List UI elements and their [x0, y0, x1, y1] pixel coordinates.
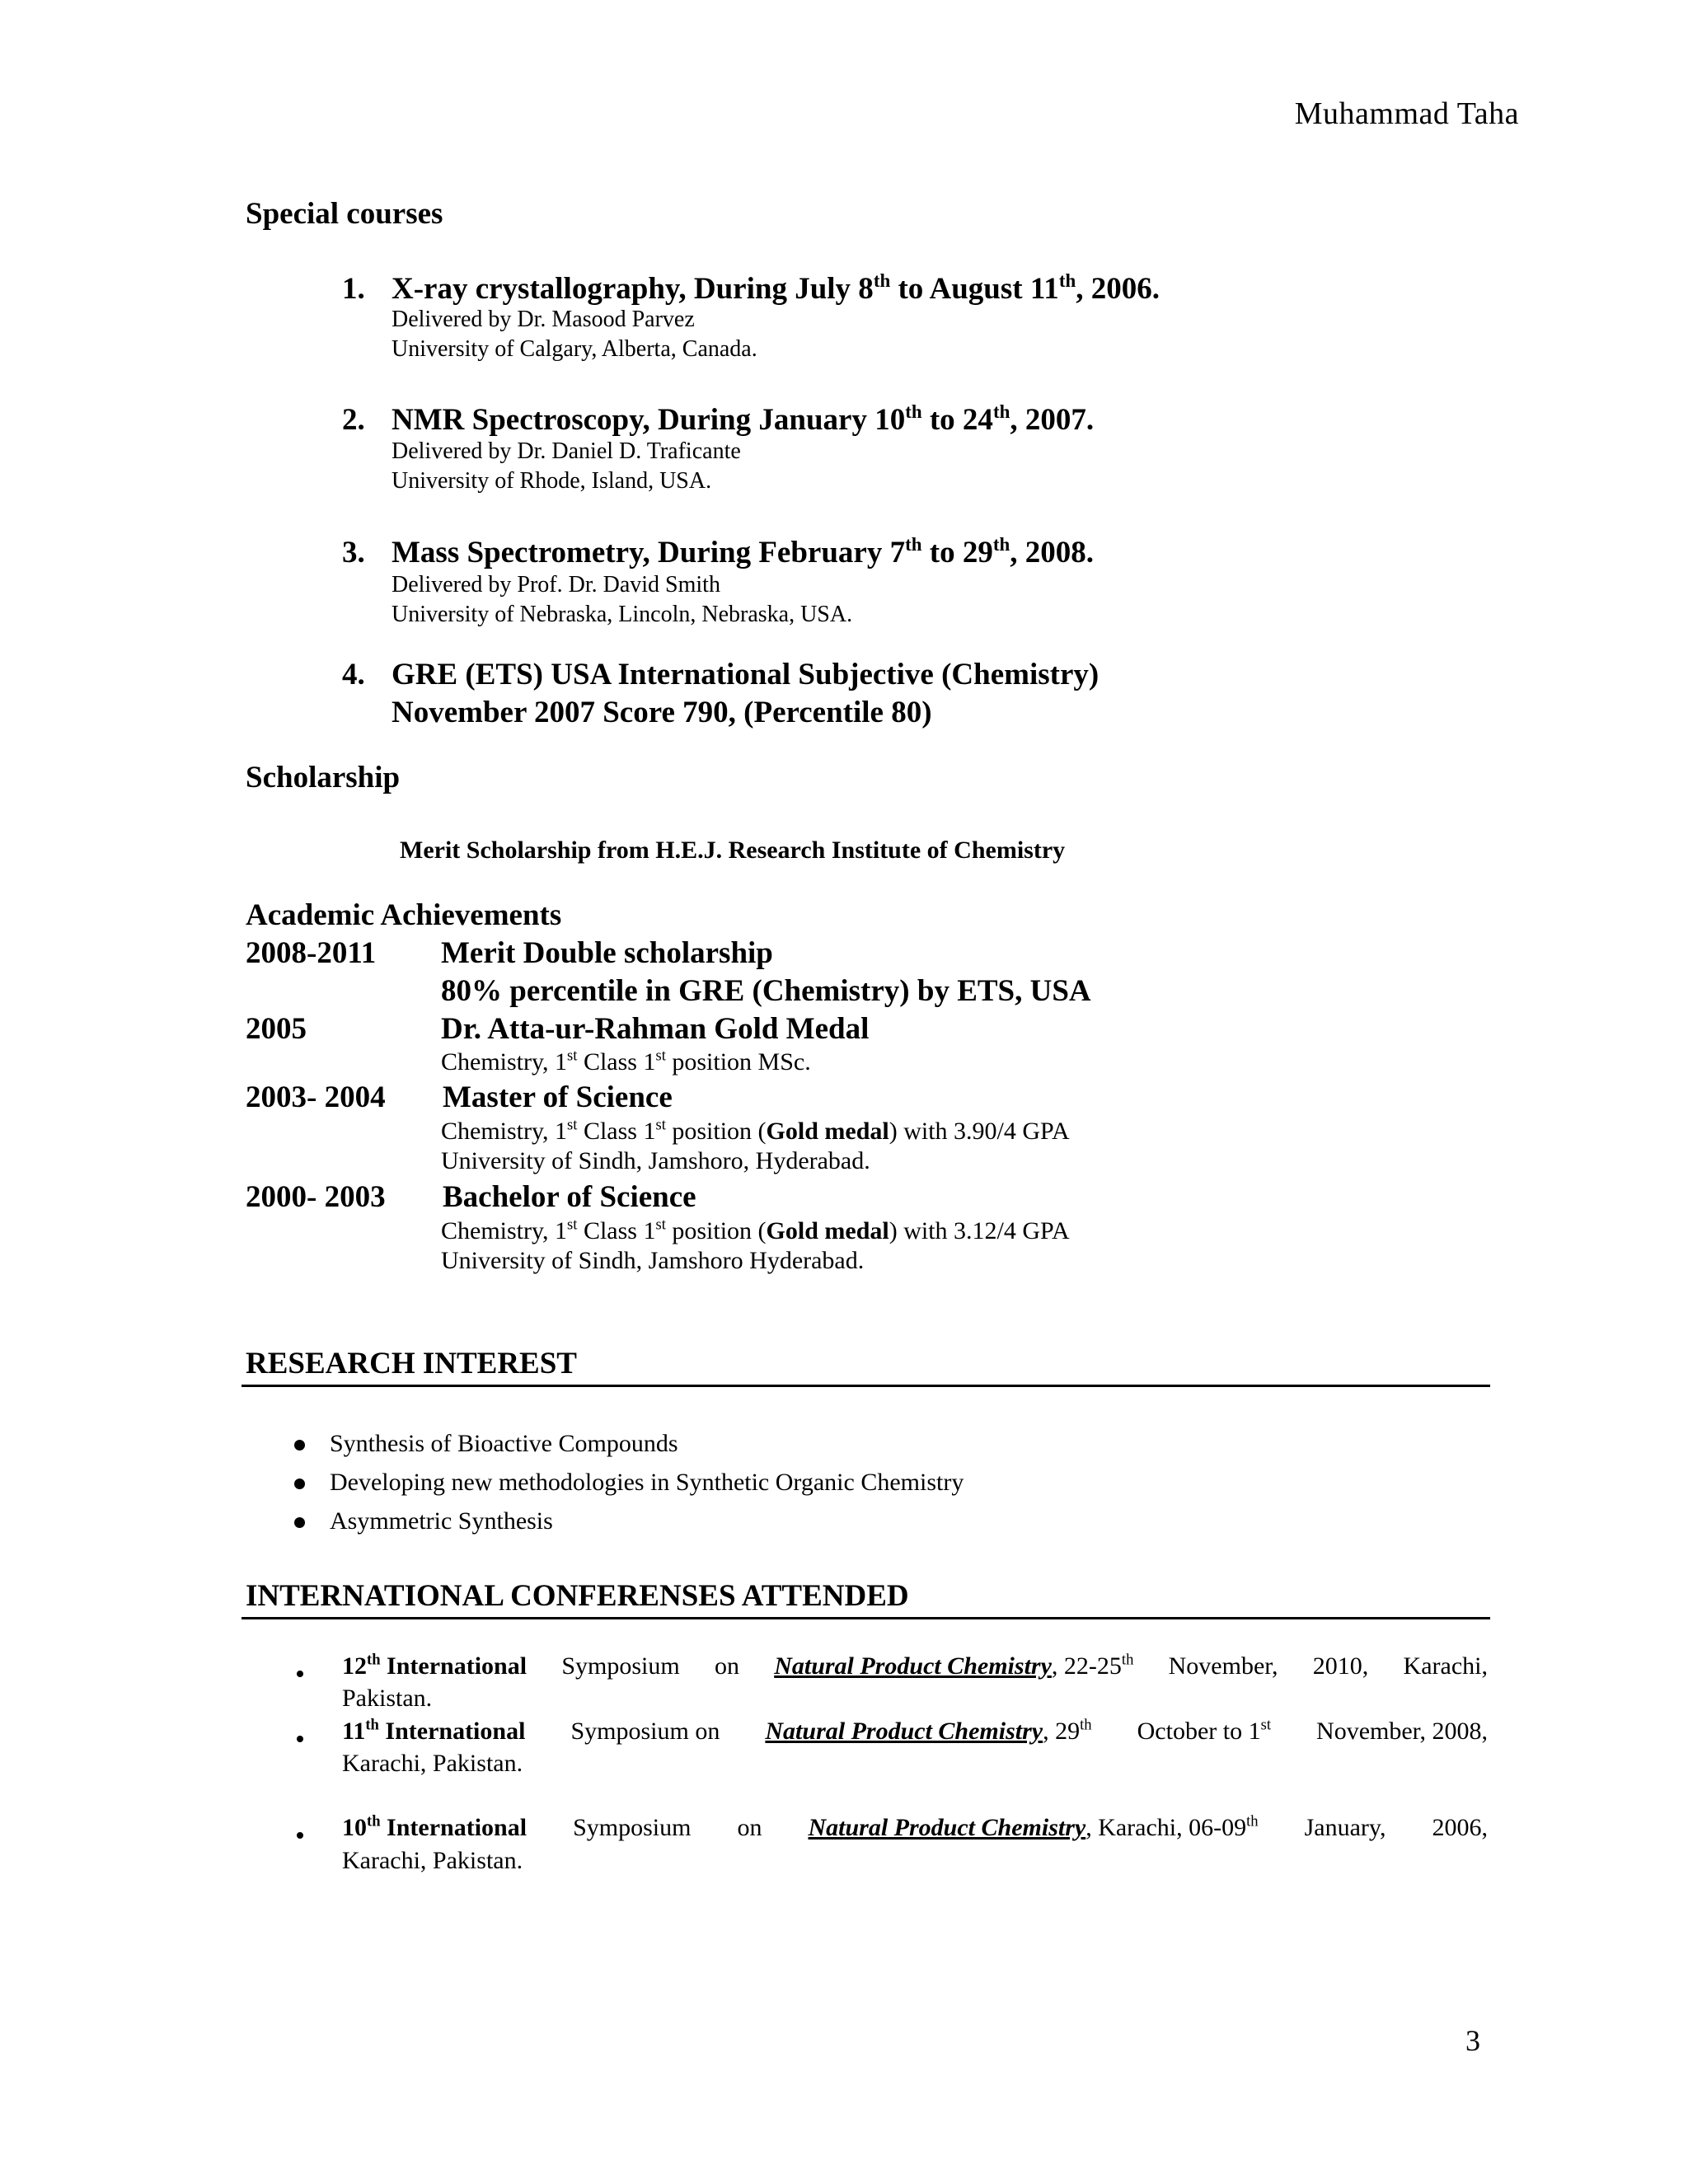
conferences-heading: INTERNATIONAL CONFERENSES ATTENDED [246, 1579, 909, 1613]
scholarship-text: Merit Scholarship from H.E.J. Research Institute of Chemistry [400, 837, 1066, 864]
natural-product-chemistry-link[interactable]: Natural Product Chemistry [808, 1814, 1086, 1841]
achievement-year: 2005 [246, 1012, 307, 1046]
bullet-icon [297, 1671, 303, 1677]
bullet-icon [294, 1517, 305, 1528]
course-2-title: NMR Spectroscopy, During January 10th to 24th, 2007. [392, 401, 1095, 437]
course-3-instructor: Delivered by Prof. Dr. David Smith [392, 572, 720, 598]
course-3-institution: University of Nebraska, Lincoln, Nebraska, USA. [392, 602, 853, 627]
academic-achievements-heading: Academic Achievements [246, 898, 562, 932]
achievement-year: 2000- 2003 [246, 1180, 386, 1214]
achievement-detail: Chemistry, 1st Class 1st position (Gold medal) with 3.12/4 GPA [441, 1216, 1070, 1244]
research-interest-item: Synthesis of Bioactive Compounds [330, 1430, 678, 1457]
natural-product-chemistry-link[interactable]: Natural Product Chemistry [765, 1718, 1043, 1745]
course-1-number: 1. [342, 272, 365, 306]
research-interest-item: Asymmetric Synthesis [330, 1507, 553, 1535]
page-number: 3 [1465, 2024, 1480, 2057]
achievement-detail: Chemistry, 1st Class 1st position MSc. [441, 1047, 811, 1076]
conference-item-continued: Karachi, Pakistan. [342, 1750, 523, 1777]
course-3-number: 3. [342, 536, 365, 569]
scholarship-heading: Scholarship [246, 761, 401, 794]
conference-item: 12th International Symposium on Natural Product Chemistry, 22-25th November, 2010, Karachi, [342, 1651, 1488, 1680]
achievement-institution: University of Sindh, Jamshoro, Hyderabad. [441, 1147, 870, 1174]
section-divider [241, 1385, 1490, 1387]
achievement-year: 2003- 2004 [246, 1080, 386, 1114]
course-4-line-1: GRE (ETS) USA International Subjective (Chemistry) [392, 658, 1100, 691]
section-divider [241, 1617, 1490, 1619]
conference-item-continued: Karachi, Pakistan. [342, 1847, 523, 1874]
course-2-number: 2. [342, 403, 365, 437]
achievement-title: Bachelor of Science [443, 1180, 696, 1214]
conference-item: 11th International Symposium on Natural Product Chemistry, 29th October to 1st November, 2008, [342, 1716, 1488, 1745]
conference-item-continued: Pakistan. [342, 1685, 433, 1712]
special-courses-heading: Special courses [246, 197, 443, 231]
course-1-instructor: Delivered by Dr. Masood Parvez [392, 307, 695, 332]
bullet-icon [297, 1832, 303, 1839]
course-3-title: Mass Spectrometry, During February 7th to 29th, 2008. [392, 533, 1094, 569]
course-4-number: 4. [342, 658, 365, 691]
course-4-line-2: November 2007 Score 790, (Percentile 80) [392, 696, 932, 729]
course-2-instructor: Delivered by Dr. Daniel D. Traficante [392, 438, 741, 464]
achievement-title-secondary: 80% percentile in GRE (Chemistry) by ETS, USA [441, 974, 1091, 1008]
achievement-year: 2008-2011 [246, 936, 377, 970]
course-1-institution: University of Calgary, Alberta, Canada. [392, 336, 757, 362]
achievement-title: Merit Double scholarship [441, 936, 773, 970]
course-1-title: X-ray crystallography, During July 8th to August 11th, 2006. [392, 269, 1160, 306]
header-author-name: Muhammad Taha [1294, 96, 1519, 131]
achievement-institution: University of Sindh, Jamshoro Hyderabad. [441, 1247, 865, 1274]
achievement-detail: Chemistry, 1st Class 1st position (Gold medal) with 3.90/4 GPA [441, 1116, 1070, 1145]
research-interest-heading: RESEARCH INTEREST [246, 1347, 577, 1380]
course-2-institution: University of Rhode, Island, USA. [392, 468, 712, 494]
achievement-title: Dr. Atta-ur-Rahman Gold Medal [441, 1012, 870, 1046]
research-interest-item: Developing new methodologies in Synthetic Organic Chemistry [330, 1469, 964, 1496]
bullet-icon [297, 1736, 303, 1742]
natural-product-chemistry-link[interactable]: Natural Product Chemistry [774, 1652, 1052, 1680]
achievement-title: Master of Science [443, 1080, 673, 1114]
bullet-icon [294, 1440, 305, 1451]
bullet-icon [294, 1479, 305, 1489]
conference-item: 10th International Symposium on Natural Product Chemistry, Karachi, 06-09th January, 2006, [342, 1812, 1488, 1841]
